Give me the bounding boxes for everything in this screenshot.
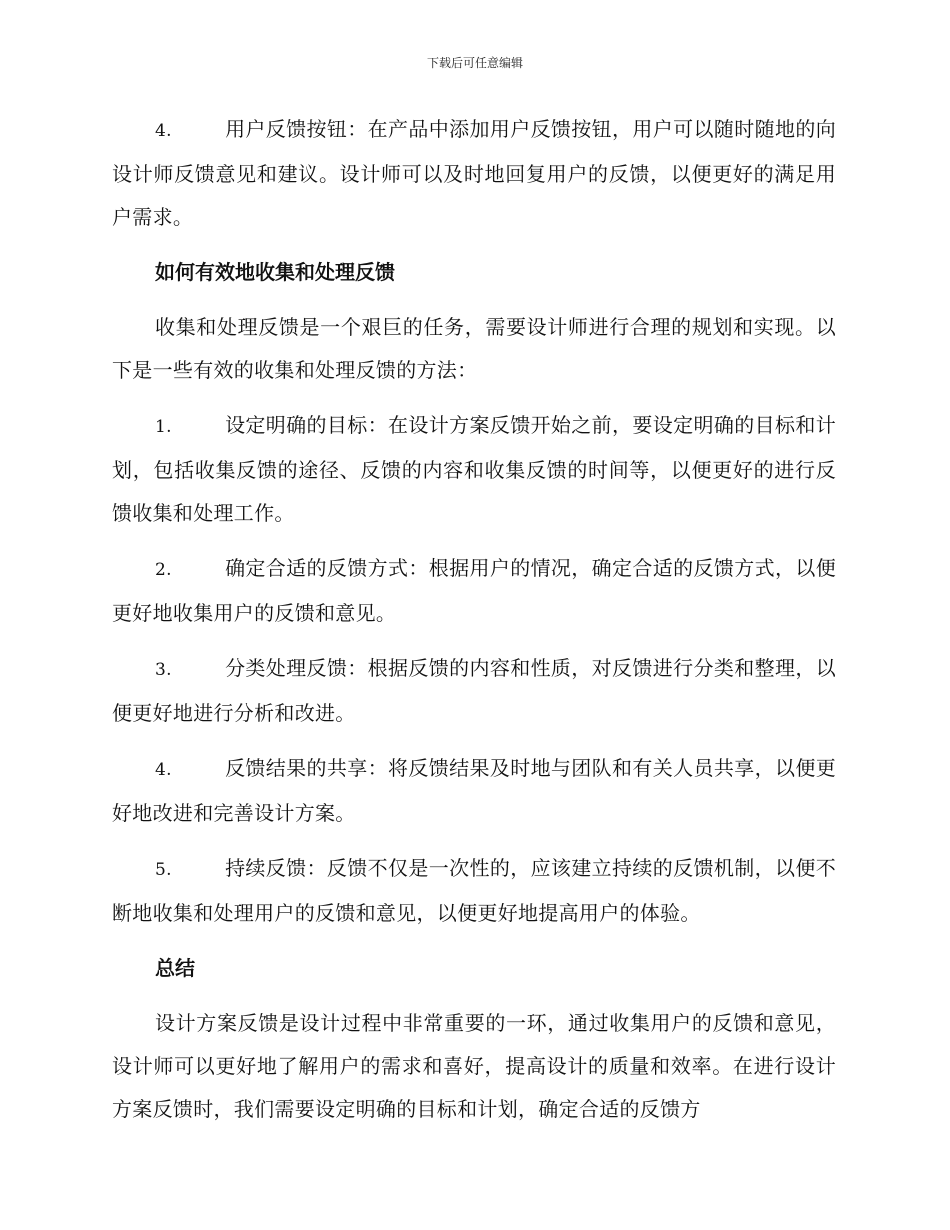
paragraph-summary: 设计方案反馈是设计过程中非常重要的一环，通过收集用户的反馈和意见，设计师可以更好地了解用户的需求和喜好，提高设计的质量和效率。在进行设计方案反馈时，我们需要设定明确的目标和计划，确定合适的反馈方 bbox=[112, 1011, 836, 1121]
section-heading-summary: 总结 bbox=[155, 956, 195, 980]
list-number: 2. bbox=[155, 560, 172, 580]
list-item-text: 用户反馈按钮：在产品中添加用户反馈按钮，用户可以随时随地的向设计师反馈意见和建议。设计师可以及时地回复用户的反馈，以便更好的满足用户需求。 bbox=[112, 117, 836, 229]
list-item-text: 分类处理反馈：根据反馈的内容和性质，对反馈进行分类和整理，以便更好地进行分析和改进。 bbox=[112, 656, 836, 725]
paragraph-intro: 收集和处理反馈是一个艰巨的任务，需要设计师进行合理的规划和实现。以下是一些有效的收集和处理反馈的方法： bbox=[112, 315, 836, 382]
list-number: 4. bbox=[155, 121, 172, 141]
document-body bbox=[112, 108, 836, 1143]
list-number: 5. bbox=[155, 860, 172, 880]
list-item bbox=[112, 747, 836, 835]
list-item-text: 反馈结果的共享：将反馈结果及时地与团队和有关人员共享，以便更好地改进和完善设计方案。 bbox=[112, 756, 836, 825]
list-item bbox=[112, 847, 836, 935]
section-heading-collect-feedback: 如何有效地收集和处理反馈 bbox=[155, 260, 395, 284]
list-item bbox=[112, 547, 836, 635]
list-number: 1. bbox=[155, 417, 172, 437]
list-item-text: 确定合适的反馈方式：根据用户的情况，确定合适的反馈方式，以便更好地收集用户的反馈和意见。 bbox=[112, 556, 836, 625]
list-number: 3. bbox=[155, 660, 172, 680]
list-item bbox=[112, 404, 836, 535]
list-item-user-feedback-button bbox=[112, 108, 836, 239]
page-header: 下载后可任意编辑 bbox=[426, 56, 523, 70]
list-item-text: 设定明确的目标：在设计方案反馈开始之前，要设定明确的目标和计划，包括收集反馈的途径、反馈的内容和收集反馈的时间等，以便更好的进行反馈收集和处理工作。 bbox=[112, 413, 836, 525]
list-item bbox=[112, 647, 836, 735]
list-number: 4. bbox=[155, 760, 172, 780]
list-item-text: 持续反馈：反馈不仅是一次性的，应该建立持续的反馈机制，以便不断地收集和处理用户的反馈和意见，以便更好地提高用户的体验。 bbox=[112, 856, 836, 925]
